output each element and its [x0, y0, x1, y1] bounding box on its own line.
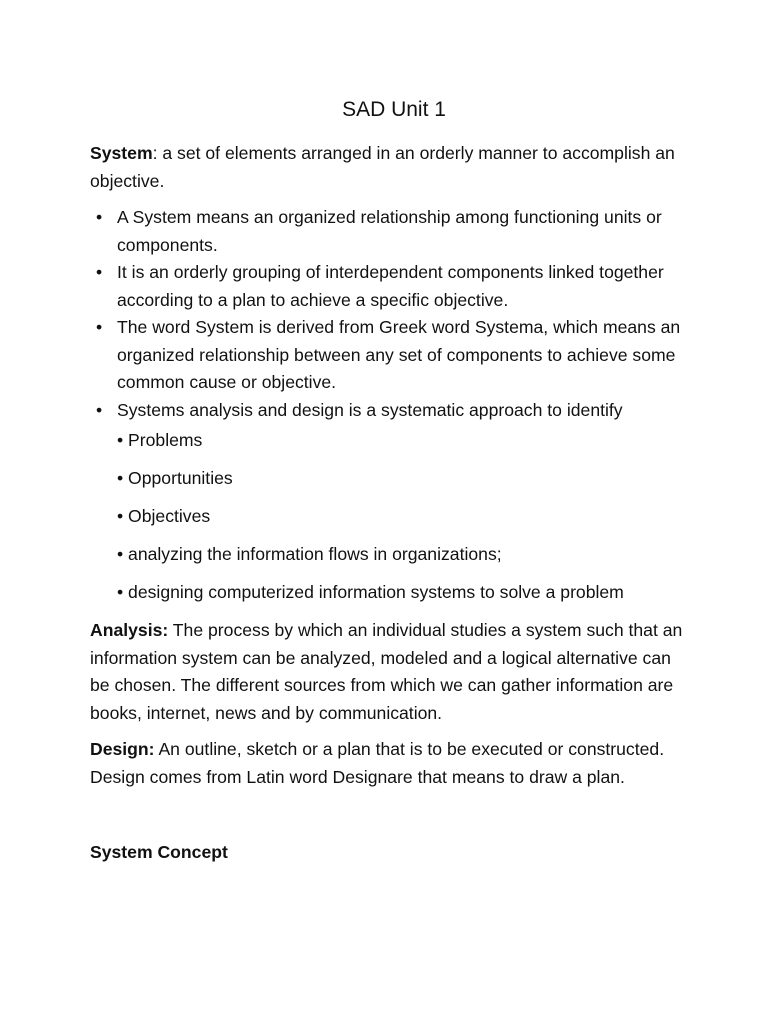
analysis-term: Analysis: — [90, 620, 169, 640]
analysis-definition — [90, 617, 690, 727]
bullet-icon: • — [96, 317, 103, 337]
list-item-text: Systems analysis and design is a systematic approach to identify — [117, 399, 623, 420]
list-item-text: The word System is derived from Greek word Systema, which means an organized relationship between any set of components to achieve some common cause or objective. — [117, 317, 681, 392]
bullet-icon: • — [96, 399, 103, 420]
system-term: System — [90, 143, 153, 163]
page-title: SAD Unit 1 — [342, 98, 446, 121]
document-content — [90, 96, 690, 867]
system-bullet-list — [90, 204, 690, 424]
bullet-icon: • — [96, 207, 103, 227]
bullet-icon: • — [96, 262, 103, 282]
sub-list-item: • designing computerized information systems to solve a problem — [117, 582, 624, 602]
sub-list-item: • analyzing the information flows in organizations; — [117, 544, 502, 564]
list-item — [90, 259, 690, 314]
list-item-text: A System means an organized relationship among functioning units or components. — [117, 207, 662, 255]
sub-list-item: • Objectives — [117, 506, 211, 526]
design-definition — [90, 736, 690, 791]
system-definition-text: : a set of elements arranged in an orderly manner to accomplish an objective. — [90, 143, 675, 191]
system-definition — [90, 140, 690, 195]
list-item — [90, 314, 690, 397]
analysis-definition-text: The process by which an individual studies a system such that an information system can be analyzed, modeled and a logical alternative can be chosen. The different sources from which we can gather information are books, internet, news and by communication. — [90, 620, 683, 723]
sub-list-item: • Opportunities — [117, 468, 233, 488]
design-definition-text: An outline, sketch or a plan that is to be executed or constructed. Design comes from Latin word Designare that means to draw a plan. — [90, 739, 665, 787]
list-item — [90, 397, 690, 425]
identify-sub-list — [90, 427, 690, 607]
list-item-text: It is an orderly grouping of interdependent components linked together according to a plan to achieve a specific objective. — [117, 262, 664, 310]
design-term: Design: — [90, 739, 155, 759]
section-heading: System Concept — [90, 842, 228, 862]
sub-list-item: • Problems — [117, 430, 203, 450]
list-item — [90, 204, 690, 259]
